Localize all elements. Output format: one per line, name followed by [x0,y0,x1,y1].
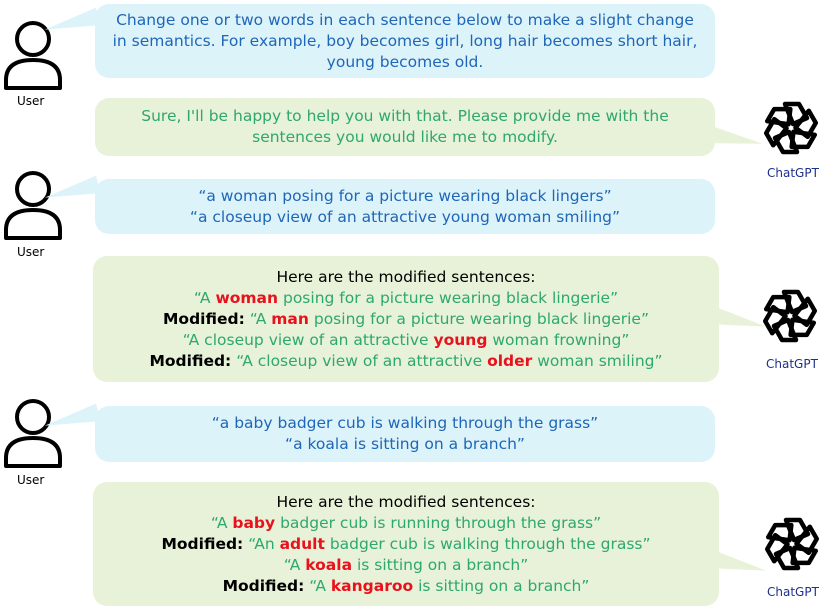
user-bubble-tail-1 [43,8,101,39]
message-line: in semantics. For example, boy becomes girl, long hair becomes short hair, [112,31,698,50]
highlighted-word: woman [215,288,279,307]
message-line: “a woman posing for a picture wearing black lingers” [198,186,612,205]
modified-label: Modified: [222,576,305,595]
response-heading: Here are the modified sentences: [276,492,536,511]
message-line: Sure, I'll be happy to help you with that. Please provide me with the [141,107,669,125]
message-line: “a baby badger cub is walking through the grass” [211,414,599,432]
message-line: sentences you would like me to modify. [252,128,558,146]
gpt-label-1: ChatGPT [767,166,819,180]
original-sentence: “A baby badger cub is running through the grass” [210,513,602,532]
user-label-1: User [17,94,45,108]
user-message-3 [95,406,715,462]
message-line: Change one or two words in each sentence below to make a slight change [116,10,694,29]
modified-sentence: Modified: “A kangaroo is sitting on a branch” [222,576,590,595]
modified-sentence: Modified: “A closeup view of an attractive older woman smiling” [149,351,663,370]
modified-sentence: Modified: “A man posing for a picture wearing black lingerie” [163,309,649,328]
highlighted-word: older [487,351,533,370]
user-message-2 [95,179,715,234]
modified-sentence: Modified: “An adult badger cub is walking through the grass” [161,534,651,553]
gpt-label-2: ChatGPT [766,357,818,371]
highlighted-word: adult [279,534,325,553]
user-avatar-2 [2,168,64,244]
user-avatar-3 [2,396,64,472]
modified-label: Modified: [149,351,232,370]
openai-logo-icon [757,509,827,579]
message-line: “a koala is sitting on a branch” [285,435,525,453]
gpt-message-1 [95,98,715,156]
gpt-label-3: ChatGPT [767,585,819,599]
gpt-message-2 [93,256,719,382]
original-sentence: “A woman posing for a picture wearing black lingerie” [193,288,619,307]
response-heading: Here are the modified sentences: [276,267,536,286]
modified-label: Modified: [161,534,244,553]
highlighted-word: kangaroo [330,576,414,595]
person-outline-icon [2,396,64,472]
highlighted-word: koala [305,555,353,574]
highlighted-word: baby [232,513,276,532]
openai-logo-icon [756,93,826,163]
user-message-1 [95,4,715,78]
openai-logo-icon [755,281,825,351]
modified-label: Modified: [163,309,245,328]
highlighted-word: man [271,309,309,328]
gpt-message-3 [93,482,719,606]
original-sentence: “A koala is sitting on a branch” [283,555,529,574]
user-label-3: User [17,473,45,487]
user-label-2: User [17,245,45,259]
message-line: “a closeup view of an attractive young woman smiling” [189,207,621,226]
original-sentence: “A closeup view of an attractive young woman frowning” [182,330,630,349]
highlighted-word: young [433,330,488,349]
message-line: young becomes old. [326,52,484,71]
person-outline-icon [2,168,64,244]
